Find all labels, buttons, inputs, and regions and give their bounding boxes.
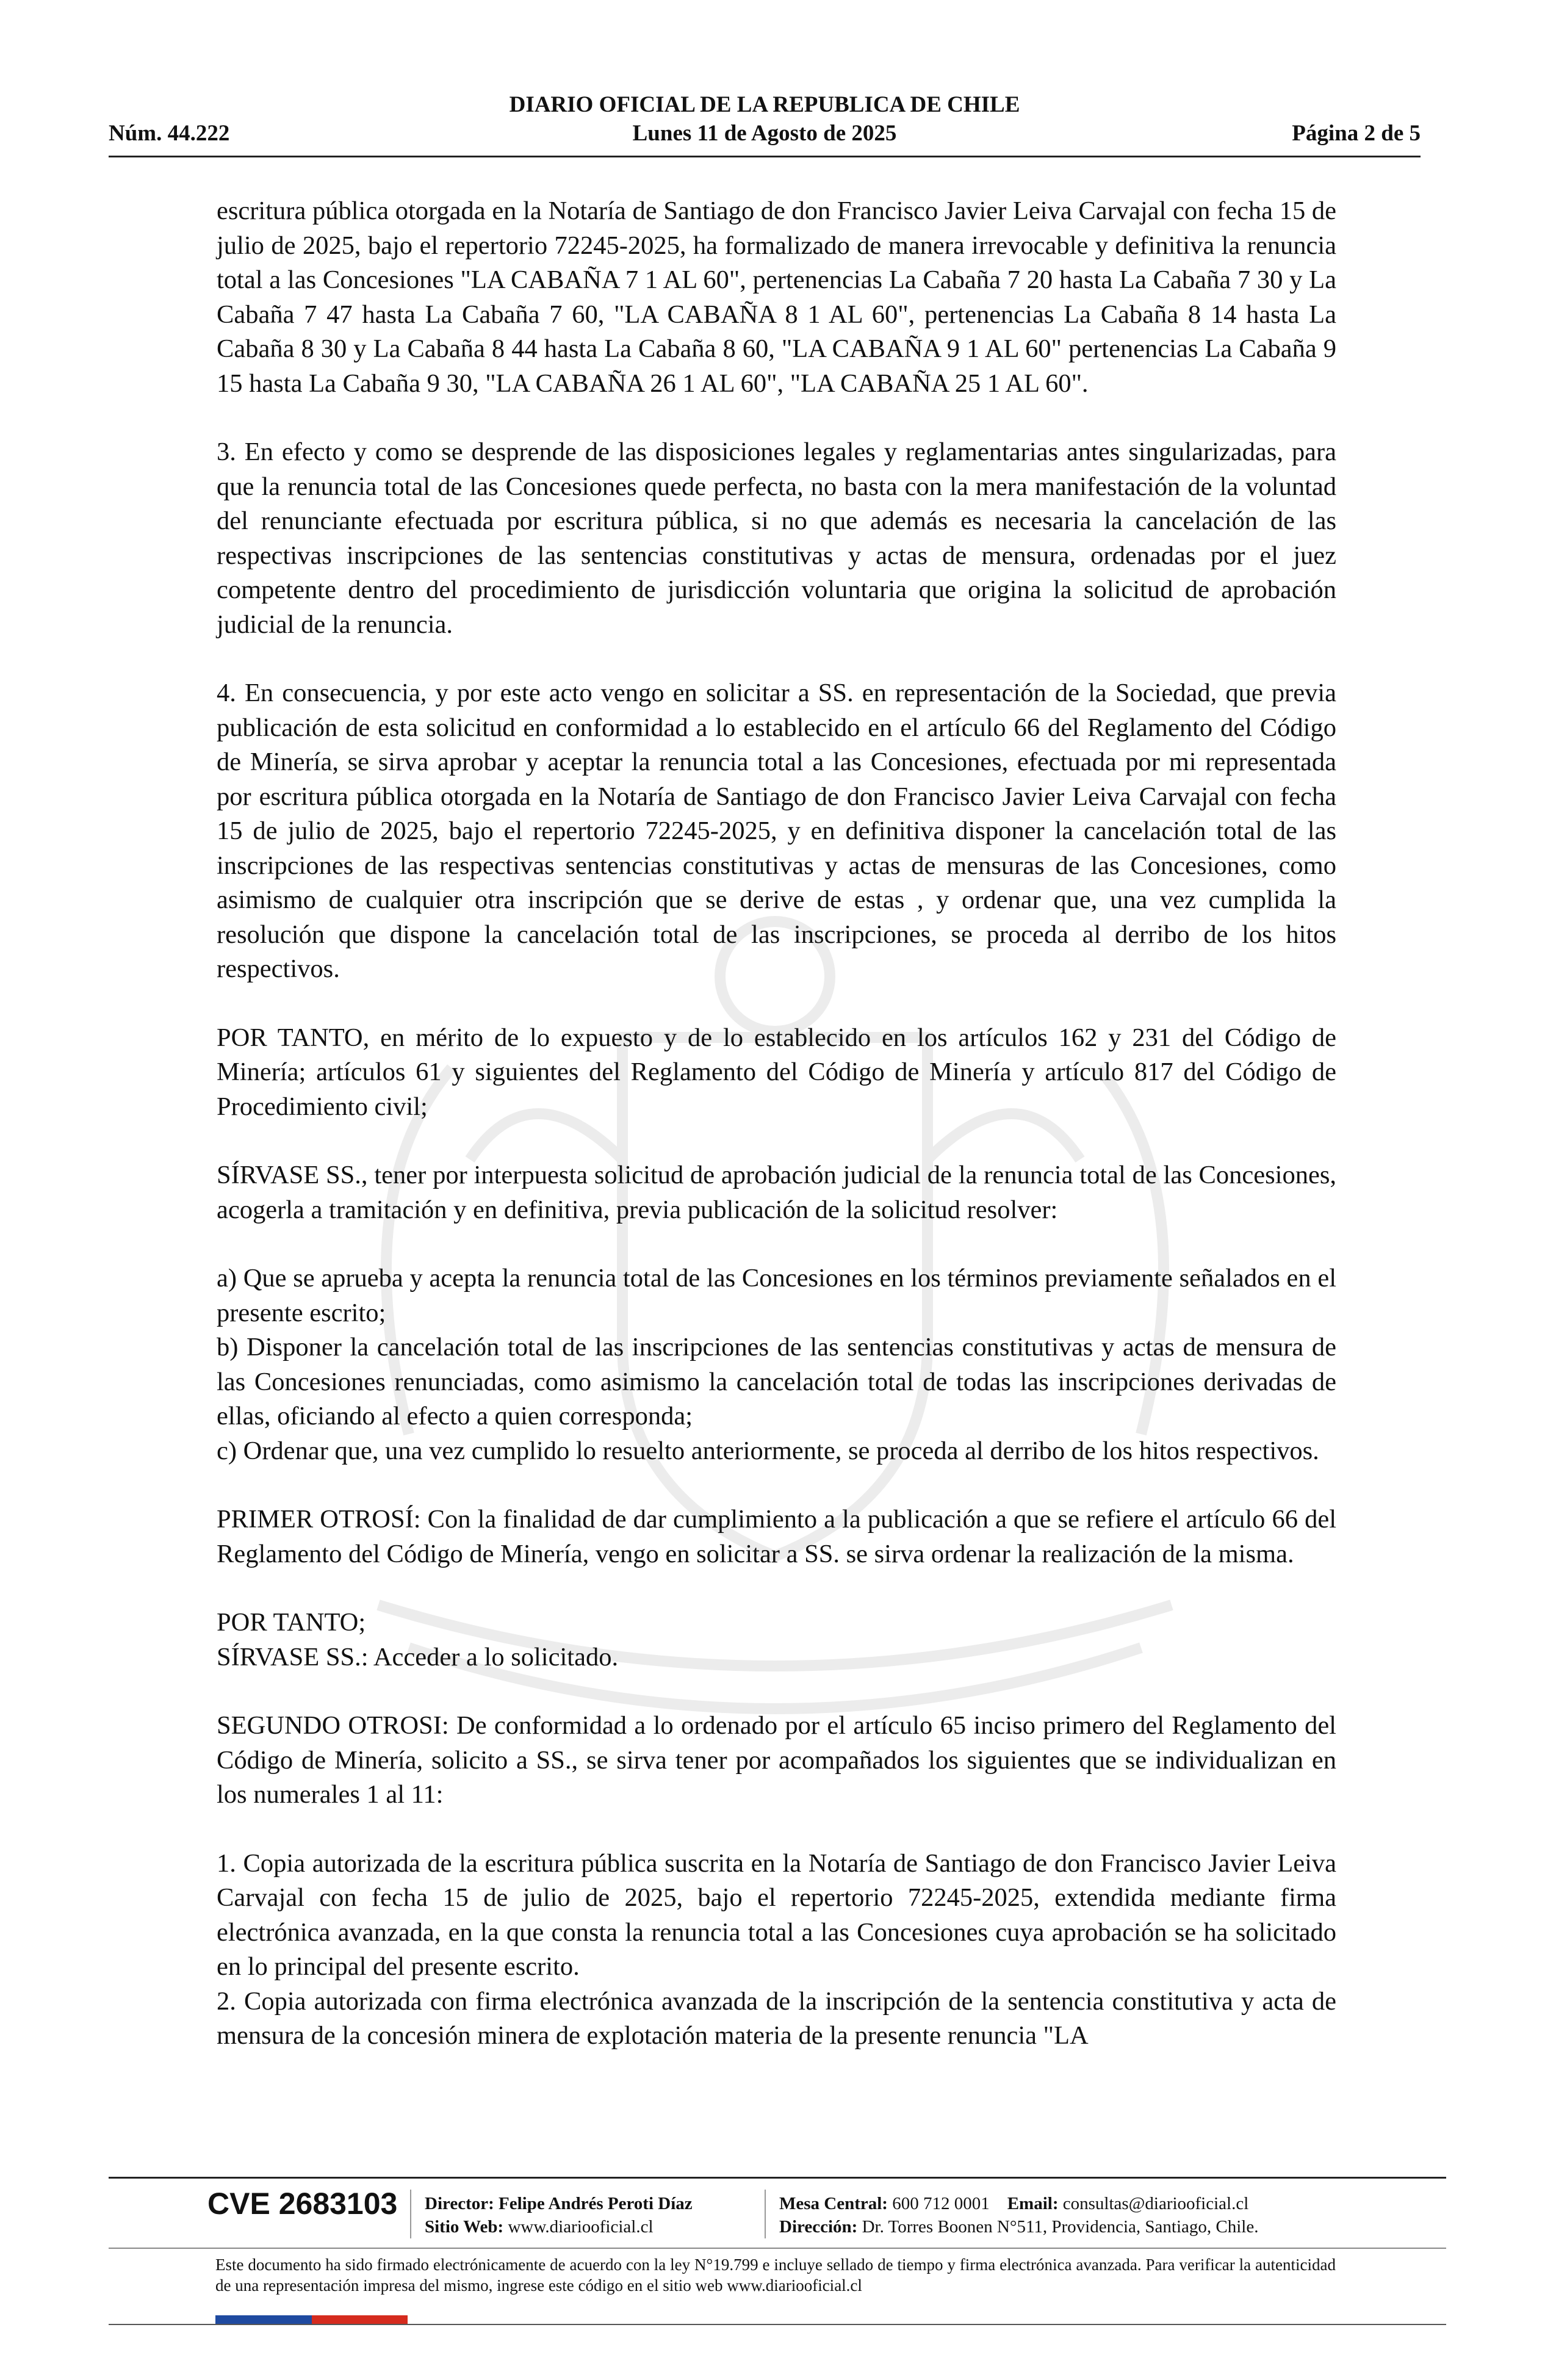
cve-code: CVE 2683103 bbox=[207, 2187, 398, 2221]
list-item: a) Que se aprueba y acepta la renuncia total de las Concesiones en los términos previamente señalados en el presente escrito; bbox=[217, 1264, 1336, 1327]
footer-separator bbox=[765, 2190, 766, 2238]
paragraph: SÍRVASE SS., tener por interpuesta solicitud de aprobación judicial de la renuncia total de las Concesiones, acogerla a tramitación y en definitiva, previa publicación de la solicitud resolver: bbox=[217, 1161, 1336, 1224]
paragraph: POR TANTO, en mérito de lo expuesto y de lo establecido en los artículos 162 y 231 del Código de Minería; artículos 61 y siguientes del Reglamento del Código de Minería y artículo 817 del Código de Procedimiento civil; bbox=[217, 1023, 1336, 1121]
footer-separator bbox=[410, 2190, 411, 2238]
phone-number: 600 712 0001 bbox=[892, 2194, 990, 2213]
list-item: c) Ordenar que, una vez cumplido lo resuelto anteriormente, se proceda al derribo de los hitos respectivos. bbox=[217, 1436, 1319, 1465]
page-number: Página 2 de 5 bbox=[1292, 121, 1421, 146]
phone-label: Mesa Central: bbox=[779, 2194, 888, 2213]
email-label: Email: bbox=[1007, 2194, 1059, 2213]
issue-date: Lunes 11 de Agosto de 2025 bbox=[632, 121, 897, 146]
newspaper-title: DIARIO OFICIAL DE LA REPUBLICA DE CHILE bbox=[509, 92, 1020, 117]
director-label: Director: bbox=[425, 2194, 494, 2213]
address-label: Dirección: bbox=[779, 2217, 858, 2237]
list-item: 1. Copia autorizada de la escritura pública suscrita en la Notaría de Santiago de don Francisco Javier Leiva Carvajal con fecha 15 de julio de 2025, bajo el repertorio 72245-2025, extendida mediante firma electrónica avanzada, en la que consta la renuncia total a las Concesiones cuya aprobación se ha solicitado en lo principal del presente escrito. bbox=[217, 1848, 1336, 1981]
paragraph: 4. En consecuencia, y por este acto vengo en solicitar a SS. en representación de la Sociedad, que previa publicación de esta solicitud en conformidad a lo establecido en el artículo 66 del Reglamento del Código de Minería, se sirva aprobar y aceptar la renuncia total a las Concesiones, efectuada por mi representada por escritura pública otorgada en la Notaría de Santiago de don Francisco Javier Leiva Carvajal con fecha 15 de julio de 2025, bajo el repertorio 72245-2025, y en definitiva disponer la cancelación total de las inscripciones de las respectivas sentencias constitutivas y actas de mensuras de las Concesiones, como asimismo de cualquier otra inscripción que se derive de estas , y ordenar que, una vez cumplida la resolución que dispone la cancelación total de las inscripciones, se proceda al derribo de los hitos respectivos. bbox=[217, 679, 1336, 983]
footer-divider bbox=[109, 2177, 1446, 2179]
list-item: b) Disponer la cancelación total de las inscripciones de las sentencias constitutivas y actas de mensura de las Concesiones renunciadas, como asimismo la cancelación total de todas las inscripciones derivadas de ellas, oficiando al efecto a quien corresponda; bbox=[217, 1333, 1336, 1430]
flag-stripe bbox=[215, 2315, 408, 2324]
director-name: Felipe Andrés Peroti Díaz bbox=[499, 2194, 693, 2213]
flag-blue-band bbox=[215, 2315, 312, 2324]
header-divider bbox=[109, 156, 1421, 157]
paragraph: PRIMER OTROSÍ: Con la finalidad de dar cumplimiento a la publicación a que se refiere el artículo 66 del Reglamento del Código de Minería, vengo en solicitar a SS. se sirva ordenar la realización de la misma. bbox=[217, 1505, 1336, 1568]
paragraph: SÍRVASE SS.: Acceder a lo solicitado. bbox=[217, 1642, 619, 1671]
signature-notice: Este documento ha sido firmado electrónicamente de acuerdo con la ley N°19.799 e incluye sellado de tiempo y firma electrónica avanzada. Para verificar la autenticidad de una representación impresa del mismo, ingrese este código en el sitio web www.diariooficial.cl bbox=[215, 2256, 1336, 2295]
flag-red-band bbox=[312, 2315, 408, 2324]
paragraph: POR TANTO; bbox=[217, 1608, 366, 1637]
footer-divider bbox=[109, 2248, 1446, 2249]
email-link[interactable]: consultas@diariooficial.cl bbox=[1062, 2194, 1249, 2213]
issue-number: Núm. 44.222 bbox=[109, 121, 230, 146]
footer-director-block bbox=[425, 2192, 693, 2238]
list-item: 2. Copia autorizada con firma electrónica avanzada de la inscripción de la sentencia constitutiva y acta de mensura de la concesión minera de explotación materia de la presente renuncia "LA bbox=[217, 1986, 1336, 2050]
address-value: Dr. Torres Boonen N°511, Providencia, Santiago, Chile. bbox=[862, 2217, 1259, 2237]
document-body bbox=[217, 194, 1336, 2054]
page-header bbox=[109, 92, 1421, 159]
footer-contact-block bbox=[779, 2192, 1258, 2238]
bottom-divider bbox=[109, 2324, 1446, 2325]
website-label: Sitio Web: bbox=[425, 2217, 504, 2237]
paragraph: SEGUNDO OTROSI: De conformidad a lo ordenado por el artículo 65 inciso primero del Reglamento del Código de Minería, solicito a SS., se sirva tener por acompañados los siguientes que se individualizan en los numerales 1 al 11: bbox=[217, 1711, 1336, 1809]
paragraph: 3. En efecto y como se desprende de las disposiciones legales y reglamentarias antes singularizadas, para que la renuncia total de las Concesiones quede perfecta, no basta con la mera manifestación de la voluntad del renunciante efectuada por escritura pública, si no que además es necesaria la cancelación de las respectivas inscripciones de las sentencias constitutivas y actas de mensura, ordenadas por el juez competente dentro del procedimiento de jurisdicción voluntaria que origina la solicitud de aprobación judicial de la renuncia. bbox=[217, 438, 1336, 639]
paragraph: escritura pública otorgada en la Notaría de Santiago de don Francisco Javier Leiva Carvajal con fecha 15 de julio de 2025, bajo el repertorio 72245-2025, ha formalizado de manera irrevocable y definitiva la renuncia total a las Concesiones "LA CABAÑA 7 1 AL 60", pertenencias La Cabaña 7 20 hasta La Cabaña 7 30 y La Cabaña 7 47 hasta La Cabaña 7 60, "LA CABAÑA 8 1 AL 60", pertenencias La Cabaña 8 14 hasta La Cabaña 8 30 y La Cabaña 8 44 hasta La Cabaña 8 60, "LA CABAÑA 9 1 AL 60" pertenencias La Cabaña 9 15 hasta La Cabaña 9 30, "LA CABAÑA 26 1 AL 60", "LA CABAÑA 25 1 AL 60". bbox=[217, 197, 1336, 398]
website-link[interactable]: www.diariooficial.cl bbox=[508, 2217, 654, 2237]
